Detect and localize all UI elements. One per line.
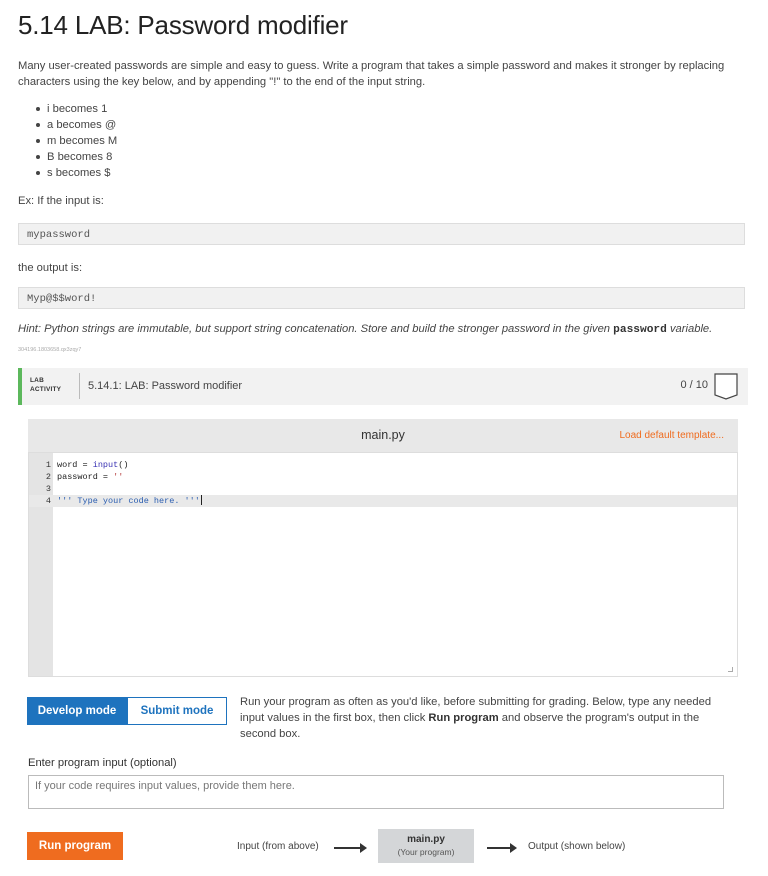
list-item: B becomes 8 bbox=[36, 149, 117, 165]
code-line[interactable] bbox=[29, 483, 737, 495]
substitution-rules-list bbox=[36, 101, 117, 181]
line-number: 3 bbox=[45, 484, 51, 494]
resize-handle-icon[interactable] bbox=[728, 667, 733, 672]
develop-mode-button[interactable]: Develop mode bbox=[27, 697, 127, 725]
arrow-right-icon bbox=[334, 847, 365, 849]
lab-tag-line2: ACTIVITY bbox=[30, 386, 62, 393]
example-input-code: mypassword bbox=[18, 223, 745, 245]
program-box-title: main.py bbox=[407, 834, 445, 845]
code-editor-panel bbox=[28, 419, 738, 677]
header-divider bbox=[79, 373, 80, 399]
list-item: m becomes M bbox=[36, 133, 117, 149]
submit-mode-button[interactable]: Submit mode bbox=[127, 697, 227, 725]
hint-suffix: variable. bbox=[666, 323, 713, 335]
mode-description: Run your program as often as you'd like, before submitting for grading. Below, type any needed input values in the first box, then click Run program and observe the program's output in the second box. bbox=[240, 696, 712, 740]
load-default-template-link[interactable]: Load default template... bbox=[619, 430, 724, 441]
hint-prefix: Hint: Python strings are immutable, but support string concatenation. Store and build the stronger password in the given bbox=[18, 323, 614, 335]
lab-score: 0 / 10 bbox=[680, 379, 708, 391]
lab-activity-tag bbox=[30, 376, 61, 394]
activity-id: 304196.1803658.qx3zqy7 bbox=[18, 347, 82, 353]
program-box bbox=[378, 829, 474, 863]
program-input-label: Enter program input (optional) bbox=[28, 757, 177, 769]
line-number: 1 bbox=[45, 460, 51, 470]
code-line-active[interactable]: 4 ''' Type your code here. ''' bbox=[29, 495, 737, 507]
list-item: a becomes @ bbox=[36, 117, 117, 133]
text-cursor bbox=[201, 495, 202, 505]
list-item: s becomes $ bbox=[36, 165, 117, 181]
program-box-subtitle: (Your program) bbox=[397, 847, 455, 857]
example-output-code: Myp@$$word! bbox=[18, 287, 745, 309]
input-from-above-label: Input (from above) bbox=[237, 841, 319, 852]
hint-text bbox=[18, 323, 712, 336]
program-input-field[interactable] bbox=[28, 775, 724, 809]
run-program-button[interactable]: Run program bbox=[27, 832, 123, 860]
code-line[interactable]: 1 word = input() bbox=[29, 459, 737, 471]
code-line[interactable]: 2 password = '' bbox=[29, 471, 737, 483]
output-label: Output (shown below) bbox=[528, 841, 626, 852]
lab-tag-line1: LAB bbox=[30, 377, 44, 384]
page-title: 5.14 LAB: Password modifier bbox=[18, 10, 348, 40]
list-item: i becomes 1 bbox=[36, 101, 117, 117]
hint-code: password bbox=[613, 324, 667, 336]
arrow-right-icon bbox=[487, 847, 515, 849]
example-output-label: the output is: bbox=[18, 262, 83, 274]
line-number: 2 bbox=[45, 472, 51, 482]
run-program-emphasis: Run program bbox=[428, 712, 499, 724]
lab-title: 5.14.1: LAB: Password modifier bbox=[88, 380, 243, 392]
code-editor[interactable] bbox=[28, 452, 738, 677]
editor-filename: main.py bbox=[361, 428, 405, 442]
mode-toggle bbox=[27, 697, 227, 725]
example-input-label: Ex: If the input is: bbox=[18, 195, 104, 207]
line-number: 4 bbox=[45, 496, 51, 506]
intro-paragraph: Many user-created passwords are simple and easy to guess. Write a program that takes a simple password and makes it stronger by replacing characters using the key below, and by appending "!" to the end of the input string. bbox=[18, 60, 725, 88]
lab-activity-header bbox=[18, 368, 748, 405]
completion-badge-icon bbox=[714, 373, 738, 400]
